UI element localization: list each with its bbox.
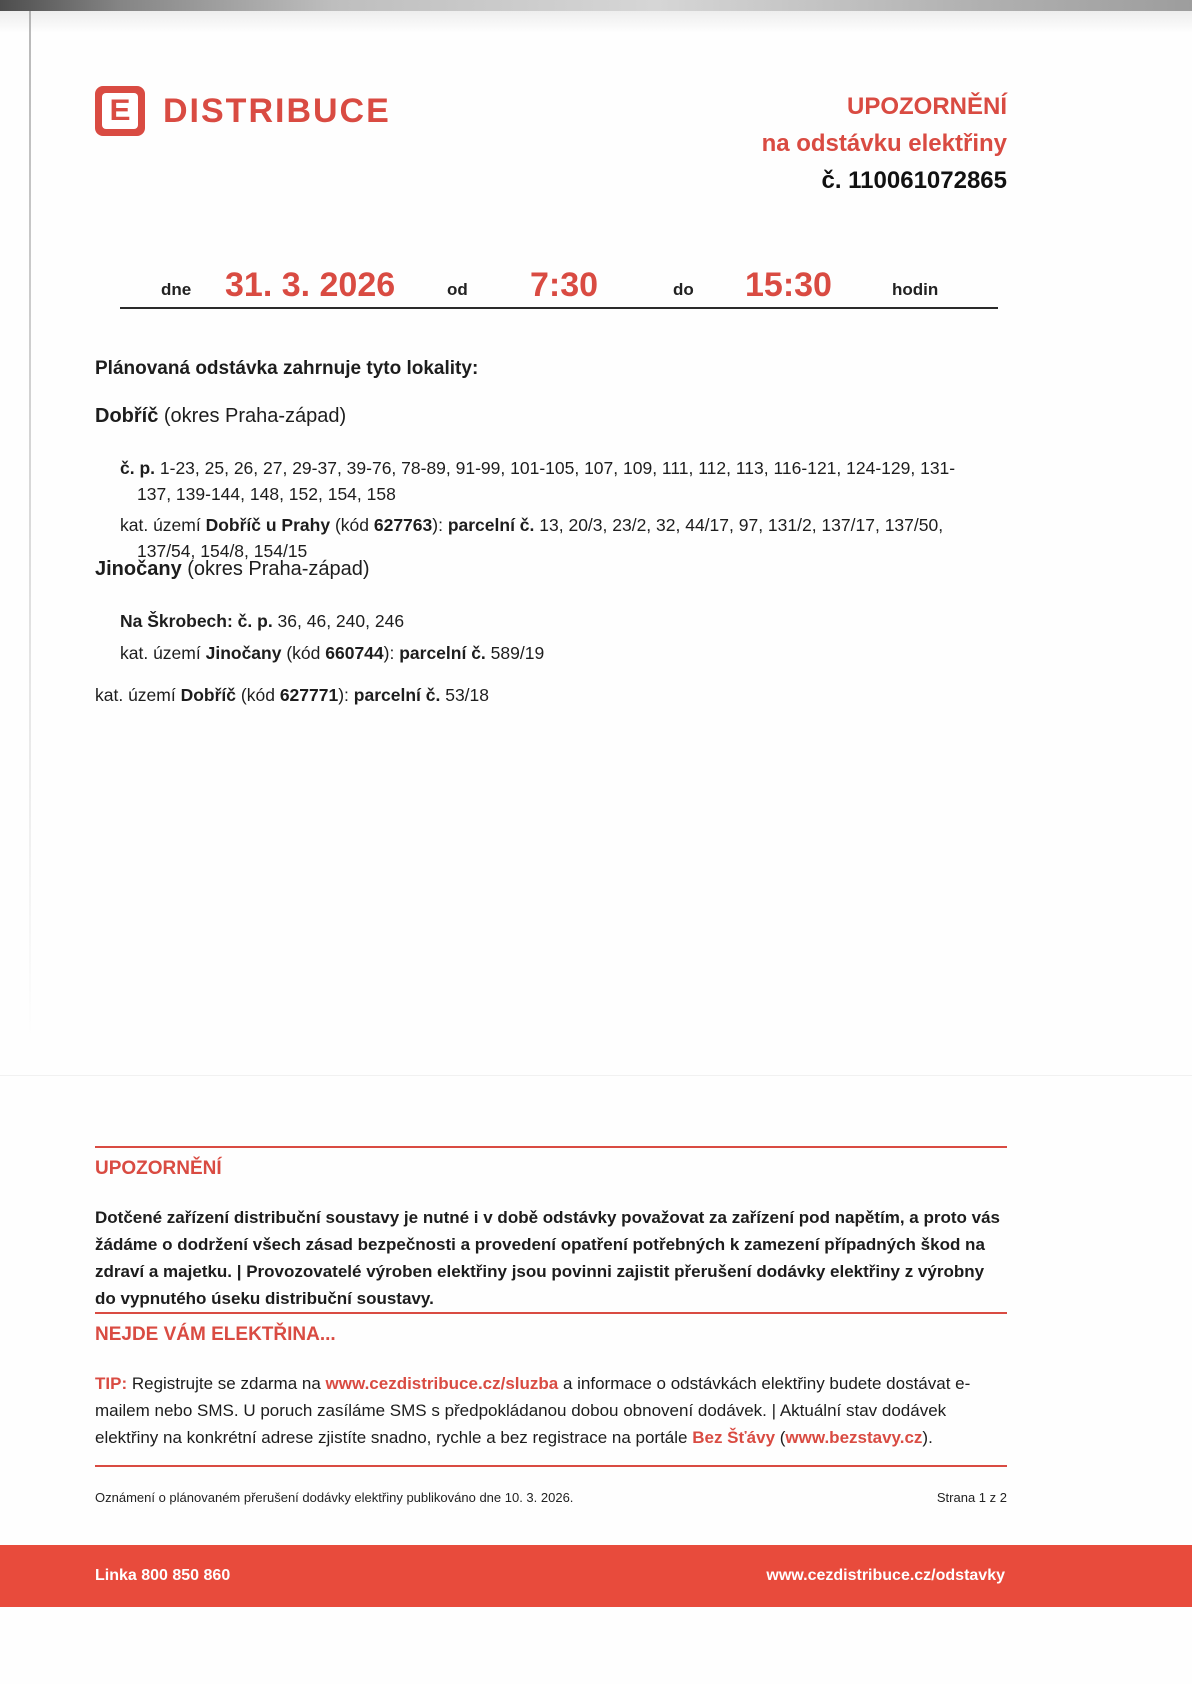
- parcel-numbers: 53/18: [440, 684, 490, 705]
- locality-jinocany-title: [95, 558, 370, 581]
- parcel-label: parcelní č.: [353, 684, 441, 705]
- cp-label: č. p.: [120, 457, 156, 478]
- scan-edge-top: [0, 0, 1192, 11]
- scan-edge-top-fade: [0, 11, 1192, 33]
- footer-rule: [95, 1465, 1007, 1467]
- parcel-numbers: 589/19: [485, 642, 545, 663]
- website-link: www.cezdistribuce.cz/odstavky: [766, 1567, 1005, 1584]
- dobric-kat-line: [120, 512, 999, 564]
- tip-label: TIP:: [95, 1374, 128, 1393]
- page-number: Strana 1 z 2: [936, 1490, 1007, 1505]
- schedule-underline: [120, 307, 998, 309]
- kat-name: Dobříč u Prahy: [205, 514, 331, 535]
- tip-seg4: ).: [922, 1428, 933, 1447]
- kat-mid: (kód: [330, 514, 374, 535]
- street-numbers: 36, 46, 240, 246: [272, 610, 405, 631]
- warning-body: Dotčené zařízení distribuční soustavy je nutné i v době odstávky považovat za zařízení pod napětím, a proto vás žádáme o dodržení všech zásad bezpečnosti a provedení opatření potřebných k zamezení případných škod na zdraví a majetku. | Provozovatelé výroben elektřiny jsou povinni zajistit přerušení dodávky elektřiny z výrobny do vypnutého úseku distribuční soustavy.: [95, 1208, 1000, 1308]
- tip-link-bezstavy-url: www.bezstavy.cz: [785, 1428, 923, 1447]
- label-do: do: [673, 280, 694, 299]
- kat-mid: (kód: [281, 642, 326, 663]
- kat-prefix: kat. území: [95, 684, 181, 705]
- warning-heading: UPOZORNĚNÍ: [95, 1158, 222, 1179]
- tip-link-sluzba: www.cezdistribuce.cz/sluzba: [325, 1374, 559, 1393]
- schedule-row: [95, 255, 1007, 305]
- tip-link-bezstavy-name: Bez Šťávy: [692, 1428, 776, 1447]
- warning-rule-top: [95, 1146, 1007, 1148]
- cp-numbers: 1-23, 25, 26, 27, 29-37, 39-76, 78-89, 91-99, 101-105, 107, 109, 111, 112, 113, 116-121, 124-129, 131-137, 139-144, 148, 152, 154, 158: [137, 457, 956, 504]
- nopower-heading: NEJDE VÁM ELEKTŘINA...: [95, 1324, 336, 1345]
- phone-line: Linka 800 850 860: [95, 1567, 231, 1584]
- kat-name: Jinočany: [205, 642, 282, 663]
- tip-seg2: a informace o odstávkách elektřiny budete dostávat e-mailem nebo SMS. U poruch zasíláme SMS s předpokládanou dobou obnovení dodávek. | Aktuální stav dodávek elektřiny na konkrétní adrese zjistíte snadno, rychle a bez registrace na portále: [95, 1374, 971, 1447]
- bottom-bar: [0, 1545, 1192, 1607]
- jinocany-street-line: [120, 608, 997, 634]
- kat-name: Dobříč: [180, 684, 237, 705]
- street-label: Na Škrobech: č. p.: [120, 610, 273, 631]
- cez-logo-e-glyph: E: [109, 94, 131, 127]
- kat-prefix: kat. území: [120, 642, 206, 663]
- locality-name: Jinočany: [95, 558, 182, 580]
- dobric-cp-line: [120, 455, 969, 507]
- label-dne: dne: [161, 280, 192, 299]
- extra-kat-line: [95, 682, 975, 708]
- tip-seg1: Registrujte se zdarma na: [127, 1374, 326, 1393]
- tip-seg3: (: [775, 1428, 786, 1447]
- label-od: od: [447, 280, 468, 299]
- parcel-label: parcelní č.: [447, 514, 535, 535]
- nopower-rule-top: [95, 1312, 1007, 1314]
- outage-start-time: 7:30: [530, 266, 599, 304]
- publish-note: Oznámení o plánovaném přerušení dodávky elektřiny publikováno dne 10. 3. 2026.: [95, 1490, 574, 1505]
- parcel-label: parcelní č.: [399, 642, 486, 663]
- kat-sep: ):: [383, 642, 400, 663]
- kat-code: 627763: [373, 514, 433, 535]
- footer-row: [95, 1490, 1007, 1505]
- kat-mid: (kód: [236, 684, 280, 705]
- kat-prefix: kat. území: [120, 514, 206, 535]
- outage-date: 31. 3. 2026: [225, 266, 396, 304]
- notice-subtitle: na odstávku elektřiny: [761, 130, 1007, 157]
- notice-number: č. 110061072865: [821, 167, 1007, 194]
- kat-code: 627771: [279, 684, 339, 705]
- jinocany-kat-line: [120, 640, 997, 666]
- notice-header: [95, 88, 1007, 199]
- nopower-body: [95, 1370, 1007, 1451]
- scan-edge-left: [29, 11, 31, 1041]
- scan-seam: [0, 1075, 1192, 1076]
- kat-sep: ):: [338, 684, 354, 705]
- label-hodin: hodin: [892, 280, 939, 299]
- brand-name: DISTRIBUCE: [163, 91, 391, 130]
- kat-sep: ):: [432, 514, 448, 535]
- outage-end-time: 15:30: [745, 266, 832, 304]
- locality-dobric-title: [95, 405, 346, 428]
- notice-title: UPOZORNĚNÍ: [846, 93, 1007, 120]
- localities-heading: Plánovaná odstávka zahrnuje tyto lokality:: [95, 358, 479, 379]
- locality-district: (okres Praha-západ): [158, 405, 347, 427]
- kat-code: 660744: [325, 642, 384, 663]
- locality-district: (okres Praha-západ): [181, 558, 370, 580]
- locality-name: Dobříč: [95, 405, 159, 427]
- parcel-numbers: 13, 20/3, 23/2, 32, 44/17, 97, 131/2, 137/17, 137/50, 137/54, 154/8, 154/15: [137, 514, 944, 561]
